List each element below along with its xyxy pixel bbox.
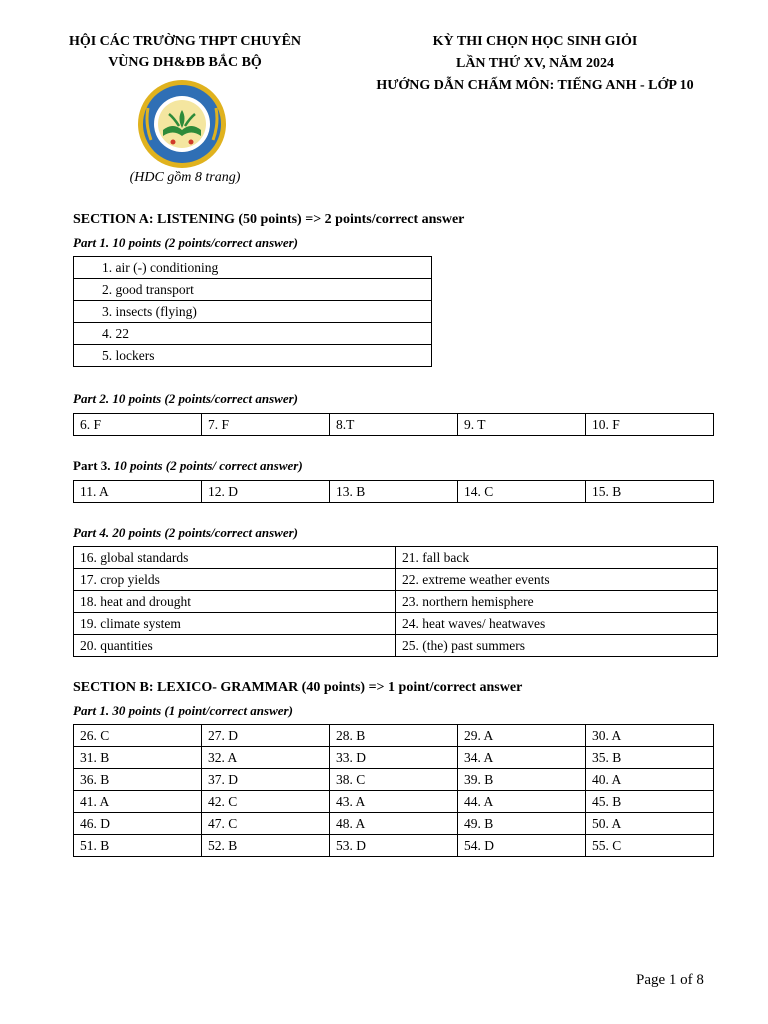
answer-cell: 13. B xyxy=(330,481,458,503)
exam-line-3: HƯỚNG DẪN CHẤM MÔN: TIẾNG ANH - LỚP 10 xyxy=(376,78,694,93)
section-a-title: SECTION A: LISTENING (50 points) => 2 points/correct answer xyxy=(73,212,465,227)
lexico-grammar-answer-table xyxy=(73,724,714,857)
answer-cell: 34. A xyxy=(458,747,586,769)
exam-line-1: KỲ THI CHỌN HỌC SINH GIỎI xyxy=(432,34,638,49)
section-a-part3-label xyxy=(73,458,303,474)
part3-label-bold: Part 3. xyxy=(73,458,111,473)
answer-cell: 52. B xyxy=(202,835,330,857)
answer-cell: 29. A xyxy=(458,725,586,747)
table-row xyxy=(74,835,714,857)
answer-cell: 30. A xyxy=(586,725,714,747)
part2-answer-table xyxy=(73,413,714,436)
answer-cell: 47. C xyxy=(202,813,330,835)
section-a-part2-label: Part 2. 10 points (2 points/correct answer) xyxy=(73,391,298,406)
table-row xyxy=(74,635,718,657)
answer-cell: 3. insects (flying) xyxy=(74,301,432,323)
answer-cell: 21. fall back xyxy=(396,547,718,569)
answer-cell: 31. B xyxy=(74,747,202,769)
answer-cell: 5. lockers xyxy=(74,345,432,367)
answer-cell: 40. A xyxy=(586,769,714,791)
answer-cell: 10. F xyxy=(586,414,714,436)
answer-cell: 35. B xyxy=(586,747,714,769)
table-row xyxy=(74,481,714,503)
answer-cell: 16. global standards xyxy=(74,547,396,569)
page-count-note: (HDC gồm 8 trang) xyxy=(129,170,241,185)
organization-header xyxy=(40,31,330,73)
answer-cell: 39. B xyxy=(458,769,586,791)
answer-cell: 49. B xyxy=(458,813,586,835)
answer-cell: 50. A xyxy=(586,813,714,835)
part3-answer-table xyxy=(73,480,714,503)
answer-cell: 41. A xyxy=(74,791,202,813)
answer-cell: 19. climate system xyxy=(74,613,396,635)
answer-cell: 7. F xyxy=(202,414,330,436)
table-row xyxy=(74,257,432,279)
answer-cell: 27. D xyxy=(202,725,330,747)
exam-line-2: LẦN THỨ XV, NĂM 2024 xyxy=(455,56,615,71)
table-row xyxy=(74,414,714,436)
answer-cell: 45. B xyxy=(586,791,714,813)
answer-cell: 42. C xyxy=(202,791,330,813)
answer-cell: 26. C xyxy=(74,725,202,747)
answer-cell: 51. B xyxy=(74,835,202,857)
answer-cell: 32. A xyxy=(202,747,330,769)
answer-cell: 48. A xyxy=(330,813,458,835)
section-a-part1-label: Part 1. 10 points (2 points/correct answer) xyxy=(73,235,298,250)
table-row xyxy=(74,613,718,635)
table-row xyxy=(74,279,432,301)
answer-cell: 12. D xyxy=(202,481,330,503)
answer-cell: 33. D xyxy=(330,747,458,769)
table-row xyxy=(74,725,714,747)
answer-cell: 43. A xyxy=(330,791,458,813)
answer-cell: 22. extreme weather events xyxy=(396,569,718,591)
answer-cell: 46. D xyxy=(74,813,202,835)
table-row xyxy=(74,547,718,569)
answer-cell: 44. A xyxy=(458,791,586,813)
answer-cell: 4. 22 xyxy=(74,323,432,345)
answer-cell: 11. A xyxy=(74,481,202,503)
answer-cell: 14. C xyxy=(458,481,586,503)
answer-cell: 53. D xyxy=(330,835,458,857)
table-row xyxy=(74,791,714,813)
table-row xyxy=(74,323,432,345)
answer-cell: 6. F xyxy=(74,414,202,436)
answer-cell: 23. northern hemisphere xyxy=(396,591,718,613)
answer-cell: 8.T xyxy=(330,414,458,436)
table-row xyxy=(74,345,432,367)
answer-cell: 18. heat and drought xyxy=(74,591,396,613)
table-row xyxy=(74,813,714,835)
section-a-part4-label: Part 4. 20 points (2 points/correct answer) xyxy=(73,525,298,540)
answer-cell: 20. quantities xyxy=(74,635,396,657)
part1-answer-table xyxy=(73,256,432,367)
organization-logo xyxy=(133,78,231,170)
table-row xyxy=(74,747,714,769)
org-line-2: VÙNG DH&ĐB BẮC BỘ xyxy=(108,55,262,70)
table-row xyxy=(74,591,718,613)
answer-cell: 9. T xyxy=(458,414,586,436)
page-number: Page 1 of 8 xyxy=(636,972,704,988)
answer-cell: 37. D xyxy=(202,769,330,791)
section-b-part1-label: Part 1. 30 points (1 point/correct answer) xyxy=(73,703,293,718)
org-line-1: HỘI CÁC TRƯỜNG THPT CHUYÊN xyxy=(68,34,302,49)
answer-cell: 24. heat waves/ heatwaves xyxy=(396,613,718,635)
section-b-title: SECTION B: LEXICO- GRAMMAR (40 points) => 1 point/correct answer xyxy=(73,680,523,695)
table-row xyxy=(74,569,718,591)
answer-cell: 15. B xyxy=(586,481,714,503)
answer-cell: 54. D xyxy=(458,835,586,857)
answer-cell: 55. C xyxy=(586,835,714,857)
answer-cell: 28. B xyxy=(330,725,458,747)
part4-answer-table xyxy=(73,546,718,657)
answer-cell: 38. C xyxy=(330,769,458,791)
exam-header xyxy=(330,31,740,97)
answer-cell: 1. air (-) conditioning xyxy=(74,257,432,279)
answer-cell: 17. crop yields xyxy=(74,569,396,591)
table-row xyxy=(74,301,432,323)
answer-cell: 2. good transport xyxy=(74,279,432,301)
table-row xyxy=(74,769,714,791)
part3-label-italic: 10 points (2 points/ correct answer) xyxy=(110,458,303,473)
answer-cell: 36. B xyxy=(74,769,202,791)
answer-cell: 25. (the) past summers xyxy=(396,635,718,657)
